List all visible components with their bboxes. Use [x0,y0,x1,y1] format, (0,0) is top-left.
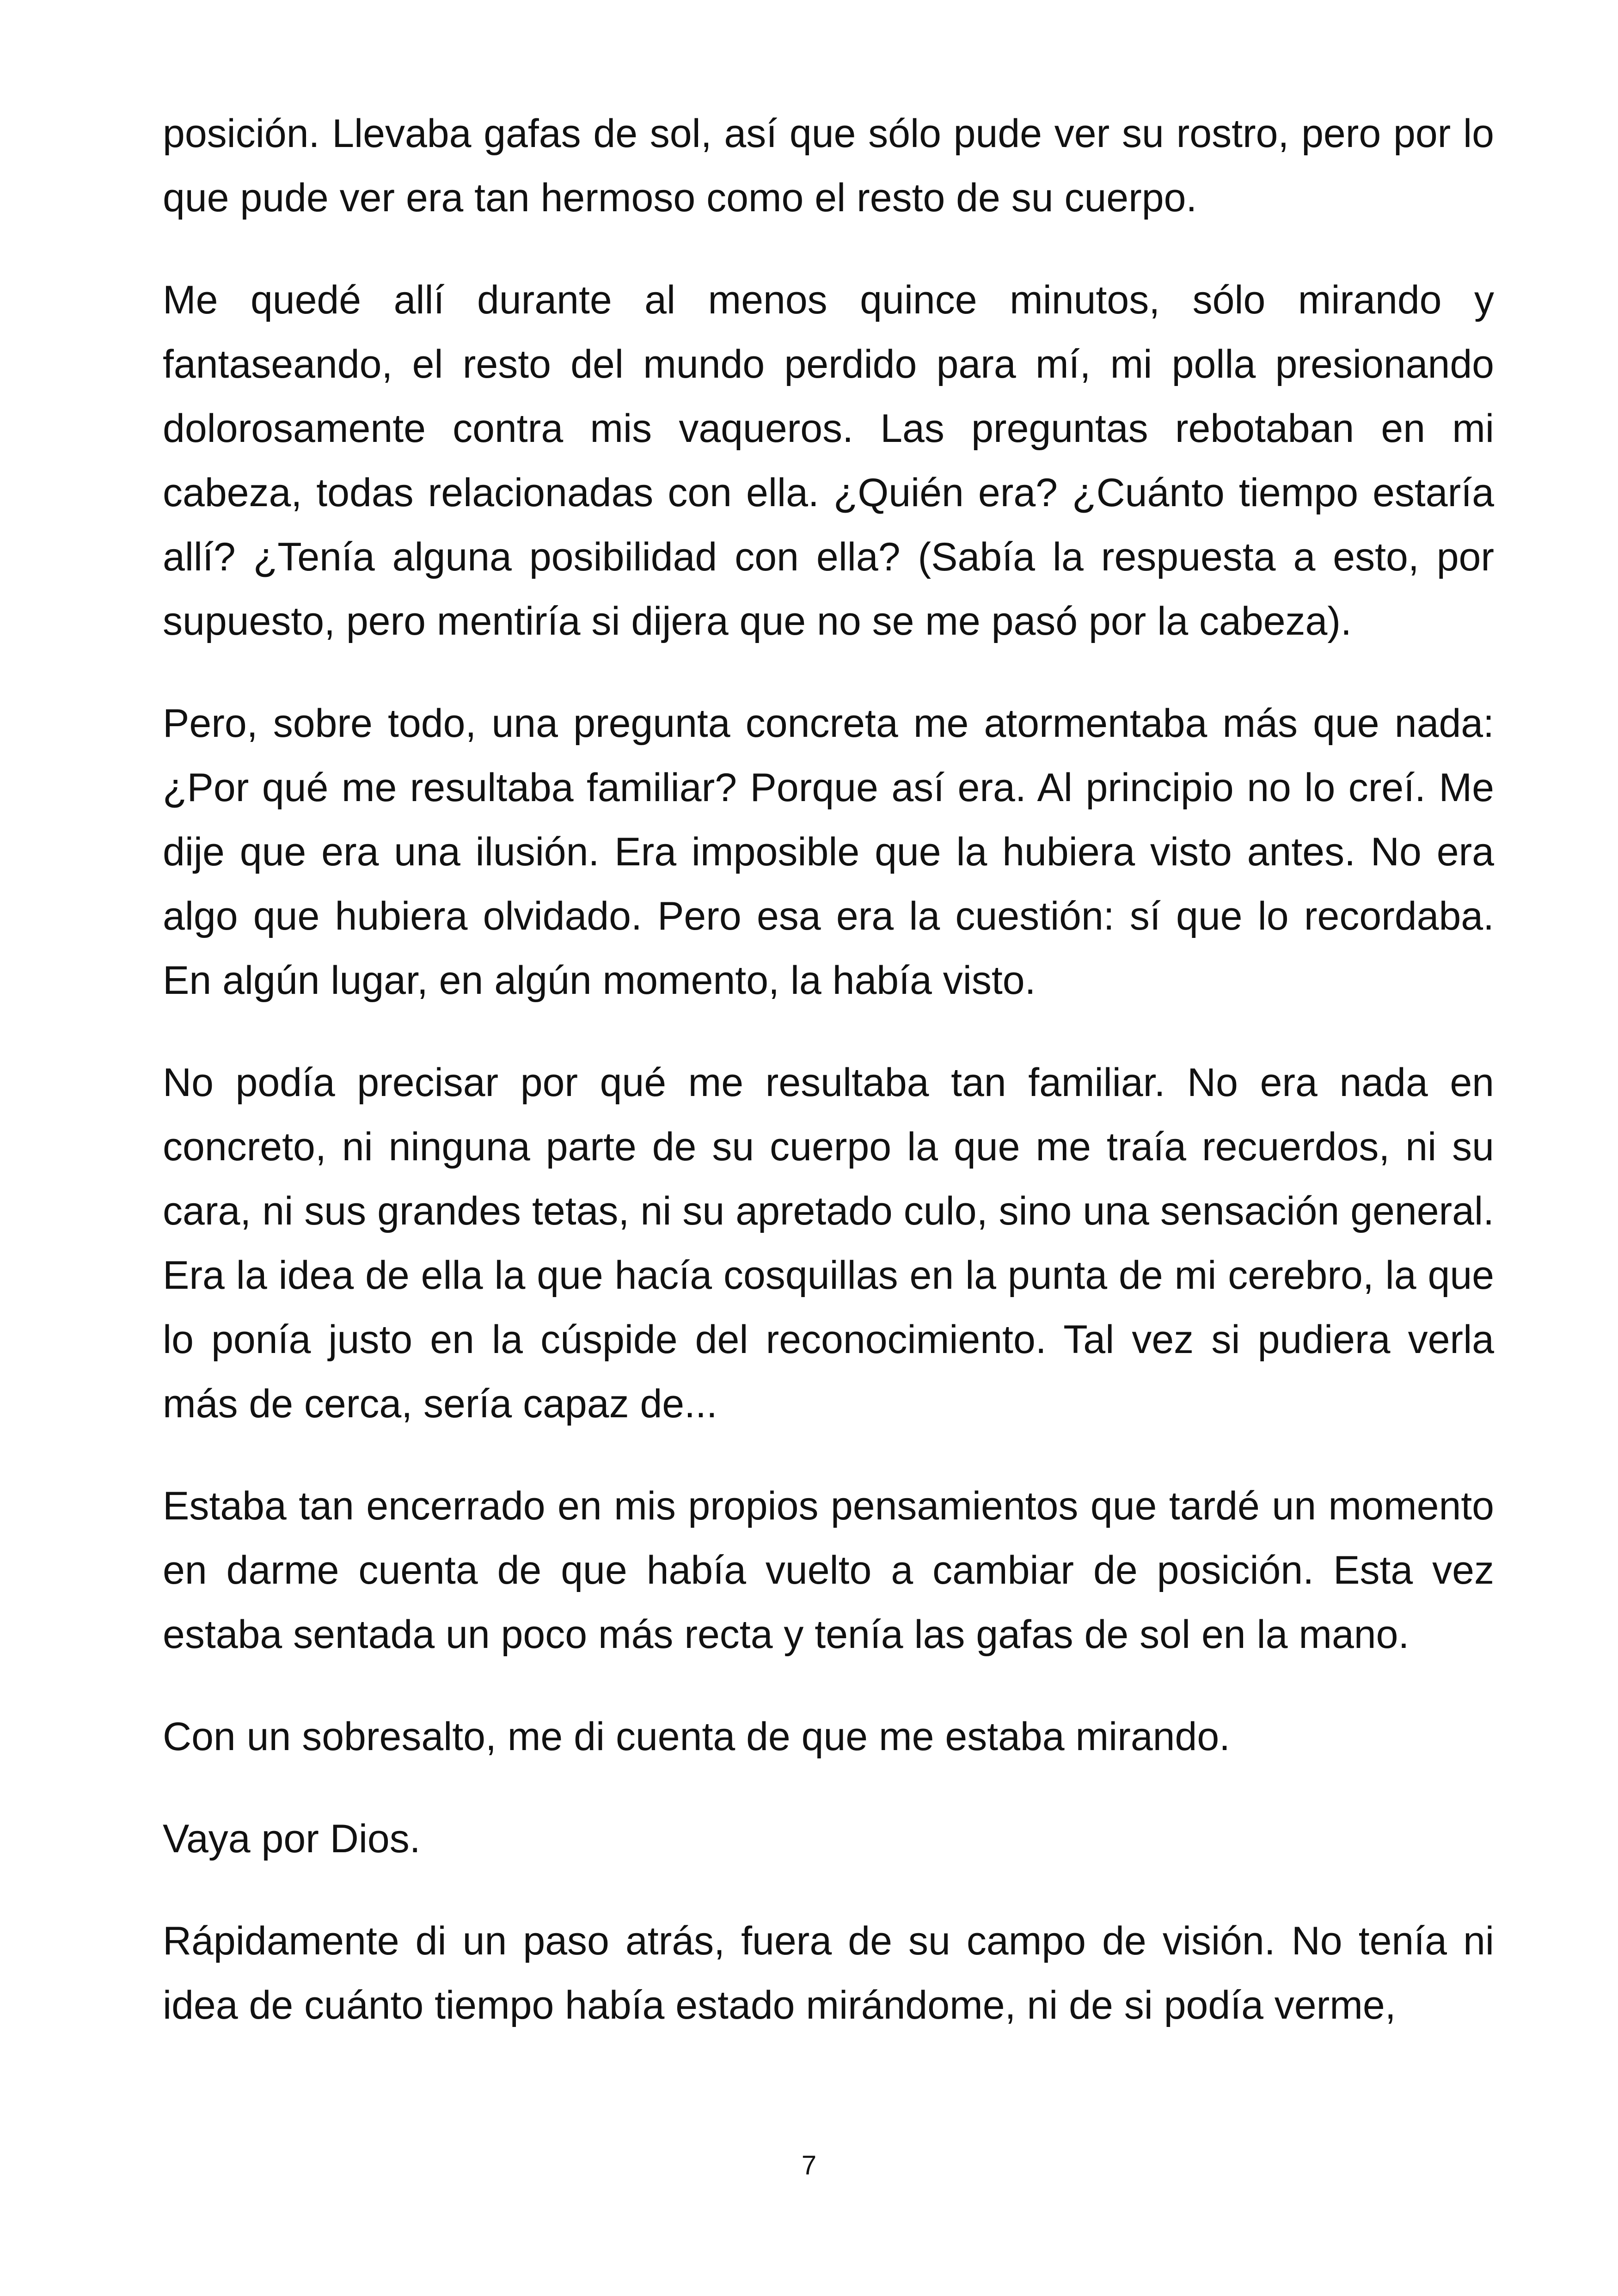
page-number: 7 [801,2150,817,2180]
paragraph-6: Con un sobresalto, me di cuenta de que me estaba mirando. [163,1714,1231,1759]
paragraph-5: Estaba tan encerrado en mis propios pensamientos que tardé un momento en darme cuenta de que había vuelto a cambiar de posición. Esta vez estaba sentada un poco más recta y tenía las gafas de sol en la mano. [163,1484,1494,1657]
paragraph-1: posición. Llevaba gafas de sol, así que sólo pude ver su rostro, pero por lo que pude ver era tan hermoso como el resto de su cuerpo. [163,111,1494,220]
body-text [163,102,1494,2076]
paragraph-7: Vaya por Dios. [163,1817,421,1861]
paragraph-2: Me quedé allí durante al menos quince minutos, sólo mirando y fantaseando, el resto del mundo perdido para mí, mi polla presionando dolorosamente contra mis vaqueros. Las preguntas rebotaban en mi cabeza, todas relacionadas con ella. ¿Quién era? ¿Cuánto tiempo estaría allí? ¿Tenía alguna posibilidad con ella? (Sabía la respuesta a esto, por supuesto, pero mentiría si dijera que no se me pasó por la cabeza). [163,278,1494,643]
paragraph-8: Rápidamente di un paso atrás, fuera de su campo de visión. No tenía ni idea de cuánto tiempo había estado mirándome, ni de si podía verme, [163,1919,1494,2027]
paragraph-3: Pero, sobre todo, una pregunta concreta me atormentaba más que nada: ¿Por qué me resultaba familiar? Porque así era. Al principio no lo creí. Me dije que era una ilusión. Era imposible que la hubiera visto antes. No era algo que hubiera olvidado. Pero esa era la cuestión: sí que lo recordaba. En algún lugar, en algún momento, la había visto. [163,701,1494,1003]
paragraph-4: No podía precisar por qué me resultaba tan familiar. No era nada en concreto, ni ninguna parte de su cuerpo la que me traía recuerdos, ni su cara, ni sus grandes tetas, ni su apretado culo, sino una sensación general. Era la idea de ella la que hacía cosquillas en la punta de mi cerebro, la que lo ponía justo en la cúspide del reconocimiento. Tal vez si pudiera verla más de cerca, sería capaz de... [163,1060,1494,1426]
